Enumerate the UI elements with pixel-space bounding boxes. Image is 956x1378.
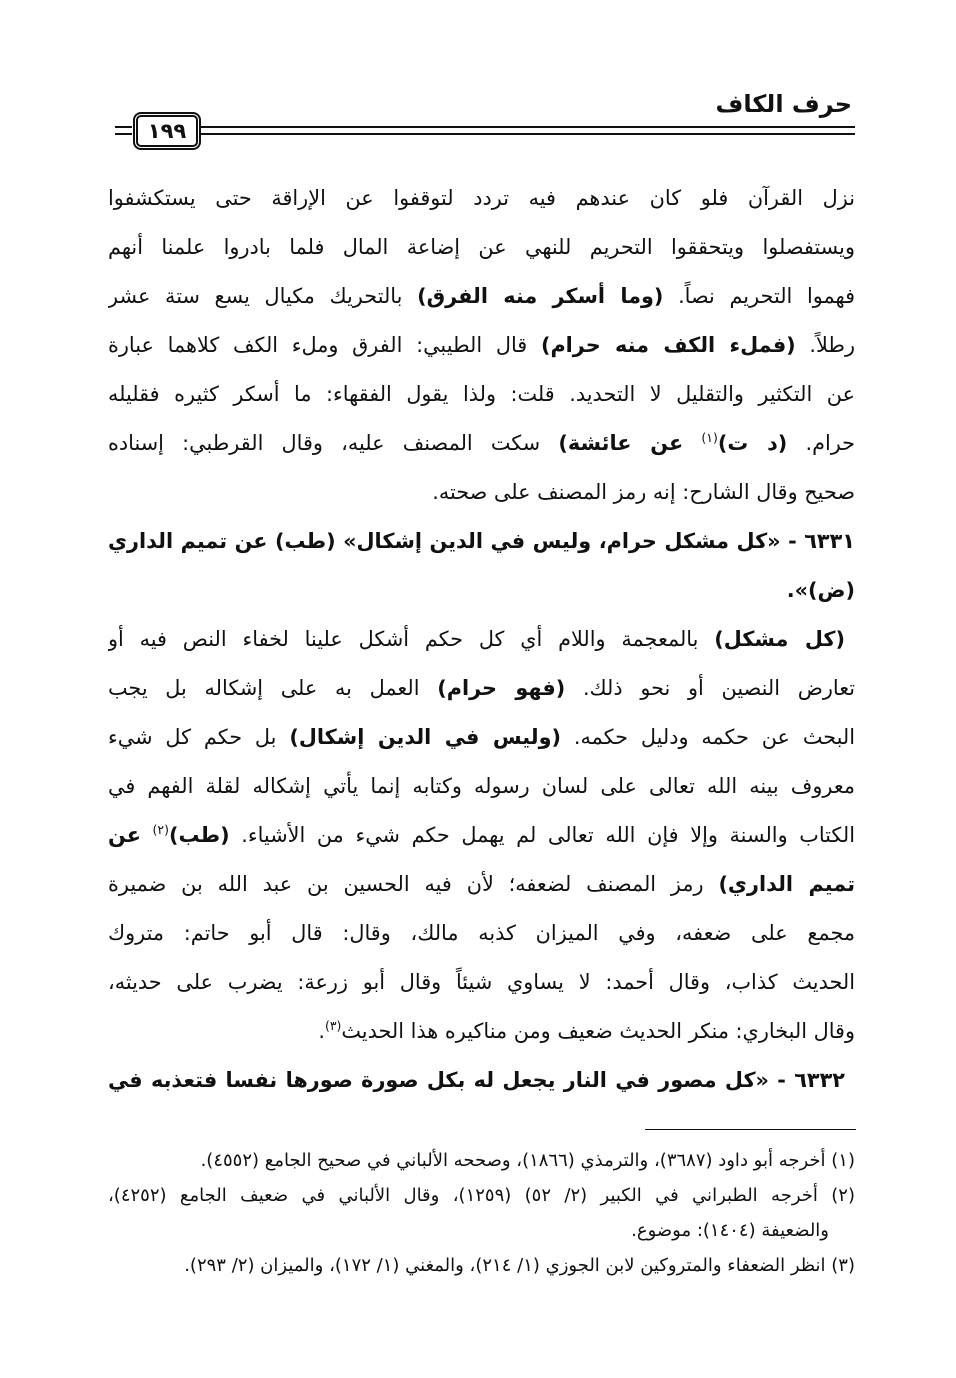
bold-segment: (وليس في الدين إشكال)	[289, 725, 561, 749]
bold-segment: تميم الداري)	[718, 872, 855, 896]
hadith-heading-line	[108, 566, 855, 615]
chapter-title: حرف الكاف	[715, 90, 852, 118]
footnote-line	[108, 1248, 855, 1283]
bold-segment: (ض)».	[786, 578, 855, 602]
text-segment: بل حكم كل شيء	[108, 725, 277, 749]
body-line	[108, 370, 855, 419]
hadith-heading-line	[108, 517, 855, 566]
body-line	[108, 174, 855, 223]
body-line	[108, 811, 855, 860]
body-line	[108, 419, 855, 468]
text-segment: حرام.	[805, 431, 855, 455]
text-segment: صحيح وقال الشارح: إنه رمز المصنف على صحته.	[432, 480, 855, 504]
footnote-text: (٢) أخرجه الطبراني في الكبير (٢/ ٥٢) (١٢٥٩)، وقال الألباني في ضعيف الجامع (٤٢٥٢)،	[108, 1185, 855, 1206]
footnote-text: (٣) انظر الضعفاء والمتروكين لابن الجوزي (١/ ٢١٤)، والمغني (١/ ١٧٢)، والميزان (٢/ ٢٩٣).	[184, 1255, 855, 1276]
body-line	[108, 1007, 855, 1056]
text-segment: معروف بينه الله تعالى على لسان رسوله وكتابه إنما يأتي إشكاله لقلة الفهم في	[108, 774, 855, 798]
footnote-line	[108, 1143, 855, 1178]
footnotes	[108, 1143, 855, 1283]
header-rule	[201, 126, 855, 135]
text-segment: العمل به على إشكاله بل يجب	[108, 676, 420, 700]
body-line	[108, 860, 855, 909]
text-segment: الحديث كذاب، وقال أحمد: لا يساوي شيئاً وقال أبو زرعة: يضرب على حديثه،	[108, 970, 855, 994]
body-line	[108, 909, 855, 958]
body-line	[108, 223, 855, 272]
bold-segment: (فهو حرام)	[437, 676, 566, 700]
hadith-heading-line	[108, 1056, 855, 1105]
footnote-line	[108, 1178, 855, 1213]
footnote-separator	[645, 1129, 856, 1130]
text-segment: الكتاب والسنة وإلا فإن الله تعالى لم يهمل حكم شيء من الأشياء.	[241, 823, 855, 847]
bold-segment: عن عائشة)	[558, 431, 684, 455]
bold-segment: (فملء الكف منه حرام)	[540, 333, 796, 357]
text-segment: ويستفصلوا ويتحققوا التحريم للنهي عن إضاعة المال فلما بادروا علمنا أنهم	[108, 235, 855, 259]
text-segment: رطلاً.	[809, 333, 855, 357]
bold-segment: ٦٣٣١ - «كل مشكل حرام، وليس في الدين إشكال» (طب) عن تميم الداري	[108, 529, 855, 553]
text-segment: وقال البخاري: منكر الحديث ضعيف ومن مناكيره هذا الحديث	[341, 1019, 855, 1043]
text-segment: عن التكثير والتقليل لا التحديد. قلت: ولذا يقول الفقهاء: ما أسكر كثيره فقليله	[108, 382, 855, 406]
text-segment: .	[318, 1019, 325, 1043]
bold-segment: (طب)	[169, 823, 230, 847]
text-segment: بالمعجمة واللام أي كل حكم أشكل علينا لخفاء النص فيه أو	[108, 627, 699, 651]
body-text	[108, 174, 855, 1105]
footnote-text: والضعيفة (١٤٠٤): موضوع.	[631, 1220, 829, 1241]
text-segment: رمز المصنف لضعفه؛ لأن فيه الحسين بن عبد الله بن ضميرة	[108, 872, 704, 896]
header-rule-left	[115, 126, 132, 135]
text-segment: مجمع على ضعفه، وفي الميزان كذبه مالك، وقال: قال أبو حاتم: متروك	[108, 921, 855, 945]
text-segment: قال الطيبي: الفرق وملء الكف كلاهما عبارة	[108, 333, 528, 357]
body-line	[108, 713, 855, 762]
text-segment: فهموا التحريم نصاً.	[678, 284, 855, 308]
text-segment: نزل القرآن فلو كان عندهم فيه تردد لتوقفوا عن الإراقة حتى يستكشفوا	[108, 186, 855, 210]
footnote-ref: (٢)	[152, 822, 169, 838]
body-line	[108, 762, 855, 811]
page-number-box	[133, 112, 201, 150]
bold-segment: (د ت)	[717, 431, 788, 455]
body-line	[108, 615, 855, 664]
footnote-ref: (٣)	[324, 1018, 342, 1034]
body-line	[108, 664, 855, 713]
footnote-ref: (١)	[701, 430, 718, 446]
bold-segment: ٦٣٣٢ - «كل مصور في النار يجعل له بكل صورة صورها نفسا فتعذبه في	[108, 1068, 845, 1092]
text-segment: البحث عن حكمه ودليل حكمه.	[573, 725, 855, 749]
bold-segment: (كل مشكل)	[714, 627, 845, 651]
body-line	[108, 468, 855, 517]
footnote-line	[108, 1213, 855, 1248]
bold-segment: (وما أسكر منه الفرق)	[417, 284, 664, 308]
page-number: ١٩٩	[147, 119, 187, 143]
text-segment: بالتحريك مكيال يسع ستة عشر	[108, 284, 403, 308]
text-segment: تعارض النصين أو نحو ذلك.	[582, 676, 855, 700]
bold-segment: عن	[108, 823, 141, 847]
body-line	[108, 958, 855, 1007]
body-line	[108, 321, 855, 370]
body-line	[108, 272, 855, 321]
text-segment: سكت المصنف عليه، وقال القرطبي: إسناده	[108, 431, 541, 455]
footnote-text: (١) أخرجه أبو داود (٣٦٨٧)، والترمذي (١٨٦٦)، وصححه الألباني في صحيح الجامع (٤٥٥٢).	[200, 1150, 855, 1171]
